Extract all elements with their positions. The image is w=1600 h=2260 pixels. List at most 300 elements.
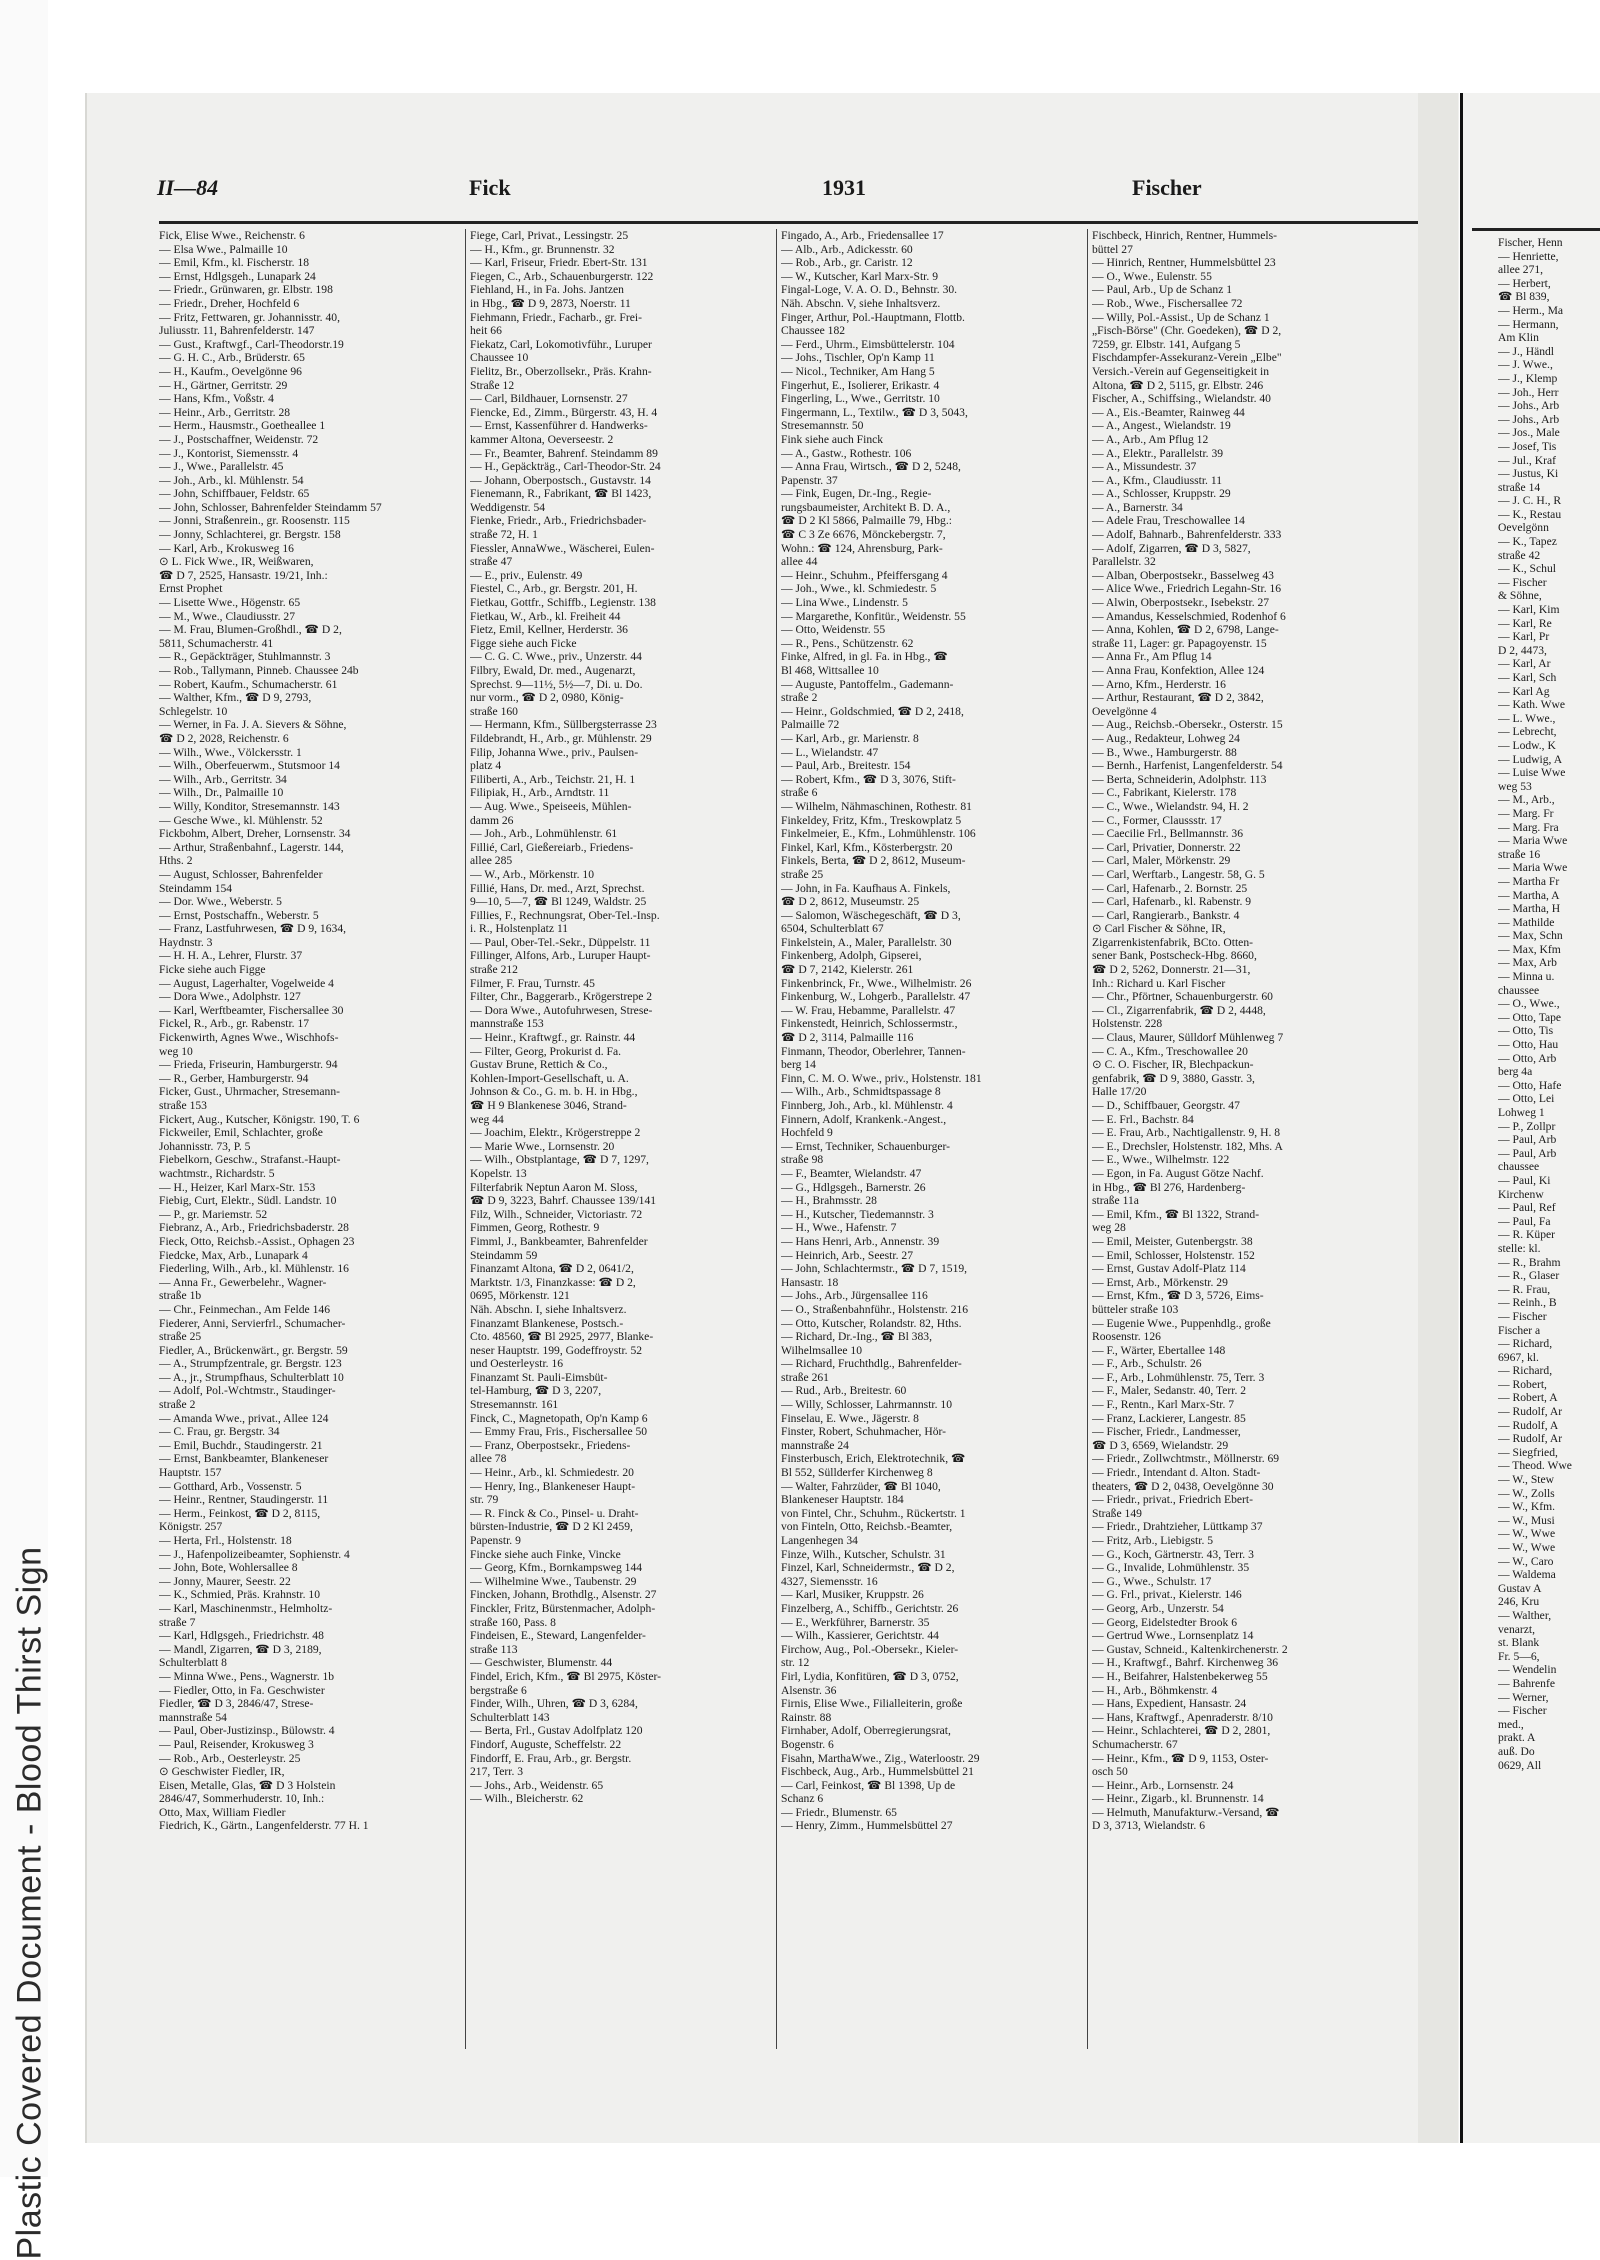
directory-entry: Fietkau, W., Arb., kl. Freiheit 44 [470, 609, 621, 623]
directory-entry: — F., Arb., Lohmühlenstr. 75, Terr. 3 [1092, 1370, 1265, 1384]
directory-entry: — Friedr., Drahtzieher, Lüttkamp 37 [1092, 1520, 1263, 1534]
directory-entry: heit 66 [470, 324, 502, 338]
directory-entry: — Wilh., Kassierer, Gerichtstr. 44 [781, 1629, 939, 1643]
directory-entry: Bl 468, Wittsallee 10 [781, 664, 879, 677]
directory-entry: — Friedr., Intendant d. Alton. Stadt- [1092, 1466, 1261, 1480]
directory-entry: — Adele Frau, Treschowallee 14 [1092, 514, 1245, 528]
directory-entry: — F., Maler, Sedanstr. 40, Terr. 2 [1092, 1384, 1247, 1398]
directory-entry: — O., Wwe., Eulenstr. 55 [1092, 269, 1212, 283]
directory-entry: Finn, C. M. O. Wwe., priv., Holstenstr. 181 [781, 1071, 982, 1085]
page-header [157, 175, 1442, 211]
directory-entry: kammer Altona, Oeverseestr. 2 [470, 432, 614, 446]
directory-entry: — Carl, Privatier, Donnerstr. 22 [1092, 840, 1241, 854]
directory-entry: — Robert, Kfm., ☎ D 3, 3076, Stift- [781, 772, 956, 786]
directory-entry: allee 44 [781, 555, 818, 569]
directory-entry: — G., Wwe., Schulstr. 17 [1092, 1574, 1212, 1588]
directory-entry: Kirchenw [1498, 1187, 1544, 1201]
directory-entry: — Friedr., Blumenstr. 65 [781, 1805, 897, 1819]
directory-entry: — Friedr., Grünwaren, gr. Elbstr. 198 [159, 283, 333, 297]
directory-entry: Fillié, Carl, Gießereiarb., Friedens- [470, 840, 634, 854]
directory-entry: Am Klin [1498, 331, 1539, 345]
directory-entry: Fickel, R., Arb., gr. Rabenstr. 17 [159, 1017, 310, 1031]
directory-entry: — H., Kaufm., Oevelgönne 96 [159, 364, 302, 378]
directory-entry: Langenhegen 34 [781, 1534, 858, 1547]
directory-entry: Kohlen-Import-Gesellschaft, u. A. [470, 1071, 629, 1085]
directory-entry: — W., Kutscher, Karl Marx-Str. 9 [781, 269, 938, 283]
directory-entry: — A., Arb., Am Pflug 12 [1092, 432, 1209, 446]
directory-entry: Cto. 48560, ☎ Bl 2925, 2977, Blanke- [470, 1330, 654, 1344]
directory-entry: — H., Wwe., Hafenstr. 7 [781, 1221, 897, 1235]
directory-entry: Fienke, Friedr., Arb., Friedrichsbader- [470, 514, 647, 528]
directory-entry: — G., Invalide, Lohmühlenstr. 35 [1092, 1561, 1250, 1575]
directory-entry: — Richard, [1498, 1364, 1553, 1378]
directory-entry: Fiedler, ☎ D 3, 2846/47, Strese- [159, 1697, 314, 1711]
directory-entry: — Chr., Pförtner, Schauenburgerstr. 60 [1092, 990, 1273, 1004]
directory-entry: Finanzamt Blankenese, Postsch.- [470, 1316, 624, 1330]
directory-entry: — Rob., Wwe., Fischersallee 72 [1092, 296, 1243, 310]
directory-entry: Figge siehe auch Ficke [470, 636, 577, 650]
directory-entry: straße 72, H. 1 [470, 528, 538, 542]
directory-entry: — F., Rentn., Karl Marx-Str. 7 [1092, 1398, 1235, 1412]
directory-entry: theaters, ☎ D 2, 0438, Oevelgönne 30 [1092, 1479, 1274, 1493]
directory-entry: bergstraße 6 [470, 1683, 527, 1697]
directory-entry: Fietkau, Gottfr., Schiffb., Legienstr. 138 [470, 596, 656, 610]
directory-entry: 9—10, 5—7, ☎ Bl 1249, Waldstr. 25 [470, 895, 647, 909]
directory-entry: — Kath. Wwe [1498, 698, 1566, 712]
adjacent-page-column [1498, 236, 1600, 2036]
directory-entry: Finanzamt Altona, ☎ D 2, 0641/2, [470, 1262, 634, 1276]
directory-entry: — W., Kfm. [1498, 1500, 1556, 1514]
directory-entry: & Söhne, [1498, 589, 1542, 603]
directory-entry: Weddigenstr. 54 [470, 500, 546, 514]
directory-entry: — Johs., Arb [1498, 399, 1560, 413]
directory-entry: — Carl, Werftarb., Langestr. 58, G. 5 [1092, 867, 1265, 881]
directory-entry: Fischdampfer-Assekuranz-Verein „Elbe" [1092, 351, 1282, 365]
directory-entry: Finzel, Karl, Schneidermstr., ☎ D 2, [781, 1561, 955, 1575]
directory-entry: — Jul., Kraf [1498, 453, 1556, 467]
directory-entry: Fielitz, Br., Oberzollsekr., Präs. Krahn- [470, 364, 652, 378]
directory-entry: — E., priv., Eulenstr. 49 [470, 568, 583, 582]
directory-entry: — Gust., Kraftwgf., Carl-Theodorstr.19 [159, 337, 344, 351]
directory-entry: — H., Kutscher, Tiedemannstr. 3 [781, 1207, 934, 1221]
directory-entry: — Hans, Kraftwgf., Apenraderstr. 8/10 [1092, 1710, 1273, 1724]
directory-entry: — Filter, Georg, Prokurist d. Fa. [470, 1044, 622, 1058]
directory-entry: — Aug., Reichsb.-Obersekr., Osterstr. 15 [1092, 718, 1283, 732]
directory-entry: — J., Wwe., Parallelstr. 45 [159, 460, 284, 474]
header-year: 1931 [822, 175, 866, 200]
directory-entry: — Willy, Schlosser, Lahrmannstr. 10 [781, 1398, 953, 1412]
directory-entry: — Emil, Meister, Gutenbergstr. 38 [1092, 1234, 1253, 1248]
directory-entry: Steindamm 154 [159, 881, 233, 895]
directory-entry: Fimmen, Georg, Rothestr. 9 [470, 1221, 600, 1235]
directory-entry: — Dor. Wwe., Weberstr. 5 [159, 895, 282, 909]
directory-entry: — Adolf, Pol.-Wchtmstr., Staudinger- [159, 1384, 336, 1398]
directory-entry: straße 2 [781, 691, 818, 705]
directory-entry: — E., Wwe., Wilhelmstr. 122 [1092, 1153, 1230, 1167]
directory-entry: Fiehland, H., in Fa. Johs. Jantzen [470, 283, 624, 297]
directory-entry: Chaussee 182 [781, 324, 846, 338]
directory-entry: — Friedr., Zollwchtmstr., Möllnerstr. 69 [1092, 1452, 1280, 1466]
directory-entry: — Ferd., Uhrm., Eimsbüttelerstr. 104 [781, 337, 955, 351]
directory-entry: damm 26 [470, 813, 514, 827]
directory-entry: Schanz 6 [781, 1792, 824, 1806]
directory-entry: — F., Wärter, Ebertallee 148 [1092, 1343, 1226, 1357]
directory-entry: bütteler straße 103 [1092, 1302, 1179, 1316]
directory-entry: — Ernst, Bankbeamter, Blankeneser [159, 1452, 329, 1466]
directory-entry: ⊙ L. Fick Wwe., IR, Weißwaren, [159, 555, 314, 569]
directory-entry: — Paul, Fa [1498, 1214, 1551, 1228]
directory-entry: — Wilh., Bleicherstr. 62 [470, 1792, 584, 1806]
directory-entry: — Maria Wwe [1498, 861, 1568, 875]
directory-entry: — A., Missundestr. 37 [1092, 460, 1197, 474]
directory-entry: — Fischer [1498, 1309, 1547, 1323]
directory-entry: Parallelstr. 32 [1092, 555, 1156, 569]
directory-entry: Versich.-Verein auf Gegenseitigkeit in [1092, 364, 1270, 378]
directory-entry: — Alban, Oberpostsekr., Basselweg 43 [1092, 568, 1274, 582]
directory-entry: — Johann, Oberpostsch., Gustavstr. 14 [470, 473, 651, 487]
directory-entry: — E. Frl., Bachstr. 84 [1092, 1112, 1194, 1126]
directory-entry: — Anna Fr., Am Pflug 14 [1092, 650, 1212, 664]
directory-entry: — Salomon, Wäschegeschäft, ☎ D 3, [781, 908, 961, 922]
directory-entry: — Hans, Kfm., Voßstr. 4 [159, 392, 274, 406]
directory-entry: Lohweg 1 [1498, 1106, 1545, 1119]
directory-entry: Ernst Prophet [159, 582, 223, 596]
directory-entry: — Werner, in Fa. J. A. Sievers & Söhne, [159, 718, 347, 732]
directory-entry: — Anna Fr., Gewerbelehr., Wagner- [159, 1275, 327, 1289]
directory-entry: — H., Arb., Böhmkenstr. 4 [1092, 1683, 1218, 1697]
directory-entry: Findorf, Auguste, Scheffelstr. 22 [470, 1737, 622, 1751]
directory-entry: — Emmy Frau, Fris., Fischersallee 50 [470, 1425, 648, 1439]
directory-entry: — Minna u. [1498, 970, 1555, 984]
directory-entry: Finkenberg, Adolph, Gipserei, [781, 949, 922, 963]
directory-entry: Filipiak, H., Arb., Arndtstr. 11 [470, 786, 610, 800]
directory-entry: — Herm., Ma [1498, 303, 1564, 317]
directory-entry: straße 98 [781, 1153, 824, 1167]
directory-entry: ☎ D 2, 5262, Donnerstr. 21—31, [1092, 963, 1251, 977]
directory-entry: straße 2 [159, 1398, 196, 1412]
directory-entry: — P., gr. Mariemstr. 52 [159, 1207, 268, 1221]
directory-entry: Fillies, F., Rechnungsrat, Ober-Tel.-Insp. [470, 908, 660, 922]
directory-entry: Gustav Brune, Rettich & Co., [470, 1058, 608, 1072]
directory-entry: — Heinr., Rentner, Staudingerstr. 11 [159, 1493, 329, 1507]
scan-margin [0, 0, 49, 2260]
directory-entry: — Paul, Ober-Tel.-Sekr., Düppelstr. 11 [470, 935, 651, 949]
directory-entry: — A., Barnerstr. 34 [1092, 500, 1183, 514]
directory-entry: — John, Schlachtermstr., ☎ D 7, 1519, [781, 1262, 968, 1276]
directory-entry: — August, Lagerhalter, Vogelweide 4 [159, 976, 334, 990]
directory-entry: 5811, Schumacherstr. 41 [159, 636, 274, 650]
directory-entry: Finselau, E. Wwe., Jägerstr. 8 [781, 1411, 919, 1425]
directory-page [85, 93, 1459, 2143]
directory-entry: — Wilh., Dr., Palmaille 10 [159, 786, 284, 800]
directory-column-2 [470, 229, 772, 2049]
directory-entry: 246, Kru [1498, 1595, 1540, 1609]
directory-entry: Schulterblatt 143 [470, 1710, 550, 1724]
directory-entry: Fingado, A., Arb., Friedensallee 17 [781, 229, 944, 242]
directory-entry: — Franz, Oberpostsekr., Friedens- [470, 1438, 631, 1452]
directory-entry: — Paul, Arb [1498, 1133, 1557, 1147]
directory-entry: Fillinger, Alfons, Arb., Luruper Haupt- [470, 949, 651, 963]
directory-entry: — Johs., Arb [1498, 412, 1560, 426]
directory-entry: — Arno, Kfm., Herderstr. 16 [1092, 677, 1226, 691]
directory-entry: Holstenstr. 228 [1092, 1017, 1163, 1031]
directory-entry: — Josef, Tis [1498, 439, 1557, 453]
directory-entry: Findorff, E. Frau, Arb., gr. Bergstr. [470, 1751, 632, 1765]
directory-entry: — Fink, Eugen, Dr.-Ing., Regie- [781, 487, 932, 501]
directory-entry: — Jos., Male [1498, 426, 1560, 440]
directory-entry: — H., Heizer, Karl Marx-Str. 153 [159, 1180, 316, 1194]
directory-entry: 217, Terr. 3 [470, 1765, 524, 1779]
directory-entry: — Nicol., Techniker, Am Hang 5 [781, 364, 935, 378]
directory-entry: Hths. 2 [159, 854, 193, 868]
directory-entry: — Friedr., Dreher, Hochfeld 6 [159, 296, 300, 310]
directory-entry: — J., Hafenpolizeibeamter, Sophienstr. 4 [159, 1547, 350, 1561]
directory-column-3 [781, 229, 1083, 2049]
directory-entry: Stresemannstr. 50 [781, 419, 864, 433]
directory-entry: — H., Kraftwgf., Bahrf. Kirchenweg 36 [1092, 1656, 1279, 1670]
directory-entry: Fiedrich, K., Gärtn., Langenfelderstr. 77 H. 1 [159, 1819, 369, 1833]
directory-entry: — Carl, Hafenarb., 2. Bornstr. 25 [1092, 881, 1248, 895]
directory-entry: — Heinr., Kfm., ☎ D 9, 1153, Oster- [1092, 1751, 1269, 1765]
directory-entry: ⊙ Geschwister Fiedler, IR, [159, 1765, 285, 1779]
directory-entry: Finkeldey, Fritz, Kfm., Treskowplatz 5 [781, 813, 962, 827]
directory-entry: — Willy, Konditor, Stresemannstr. 143 [159, 799, 340, 813]
directory-entry: Fingal-Loge, V. A. O. D., Behnstr. 30. [781, 283, 958, 297]
directory-entry: Stresemannstr. 161 [470, 1398, 559, 1412]
directory-entry: Fickweiler, Emil, Schlachter, große [159, 1126, 323, 1140]
directory-entry: — Wilh., Oberfeuerwm., Stutsmoor 14 [159, 759, 340, 773]
directory-entry: — R., Gerber, Hamburgerstr. 94 [159, 1071, 309, 1085]
directory-entry: genfabrik, ☎ D 9, 3880, Gasstr. 3, [1092, 1071, 1255, 1085]
directory-entry: — Hans Henri, Arb., Annenstr. 39 [781, 1234, 940, 1248]
directory-entry: Firl, Lydia, Konfitüren, ☎ D 3, 0752, [781, 1669, 959, 1683]
directory-entry: — C., Fabrikant, Kielerstr. 178 [1092, 786, 1237, 800]
header-left-keyword: Fick [469, 175, 511, 200]
directory-entry: — Carl, Hafenarb., kl. Rabenstr. 9 [1092, 895, 1252, 909]
directory-entry: — F., Arb., Schulstr. 26 [1092, 1357, 1202, 1371]
directory-entry: — Herta, Frl., Holstenstr. 18 [159, 1534, 292, 1547]
directory-entry: — Max, Schn [1498, 929, 1563, 943]
directory-entry: Filmer, F. Frau, Turnstr. 45 [470, 976, 595, 990]
directory-entry: 0695, Mörkenstr. 121 [470, 1289, 570, 1303]
directory-entry: — M. Frau, Blumen-Großhdl., ☎ D 2, [159, 623, 342, 637]
directory-entry: Zigarrenkistenfabrik, BCto. Otten- [1092, 935, 1253, 949]
directory-entry: — Alwin, Oberpostsekr., Isebekstr. 27 [1092, 596, 1270, 610]
directory-entry: — J. C. H., R [1498, 494, 1562, 508]
directory-entry: — Heinr., Kraftwgf., gr. Rainstr. 44 [470, 1031, 636, 1045]
directory-entry: — Karl, Kim [1498, 603, 1560, 617]
directory-entry: — Paul, Arb., Up de Schanz 1 [1092, 283, 1233, 297]
directory-entry: — Egon, in Fa. August Götze Nachf. [1092, 1166, 1264, 1180]
directory-entry: straße 160 [470, 704, 518, 718]
directory-entry: — Elsa Wwe., Palmaille 10 [159, 242, 288, 256]
directory-entry: — Arthur, Straßenbahnf., Lagerstr. 144, [159, 840, 344, 854]
directory-entry: Fiebelkorn, Geschw., Strafanst.-Haupt- [159, 1153, 341, 1167]
directory-entry: 4327, Siemensstr. 16 [781, 1574, 878, 1588]
directory-entry: Inh.: Richard u. Karl Fischer [1092, 976, 1226, 990]
directory-entry: — Siegfried, [1498, 1445, 1558, 1459]
directory-entry: allee 78 [470, 1452, 507, 1466]
directory-entry: — Johs., Arb., Weidenstr. 65 [470, 1778, 604, 1792]
directory-entry: — Heinr., Arb., kl. Schmiedestr. 20 [470, 1466, 634, 1480]
directory-entry: — Rob., Arb., gr. Caristr. 12 [781, 256, 913, 270]
directory-entry: — Wilh., Arb., Gerritstr. 34 [159, 772, 287, 786]
directory-entry: Fiedcke, Max, Arb., Lunapark 4 [159, 1248, 308, 1262]
directory-entry: Fingerling, L., Wwe., Gerritstr. 10 [781, 392, 940, 406]
directory-entry: Finkenbrinck, Fr., Wwe., Wilhelmistr. 26 [781, 976, 972, 990]
directory-entry: — Karl, Ar [1498, 657, 1551, 671]
directory-entry: straße 11a [1092, 1194, 1139, 1208]
directory-entry: nur vorm., ☎ D 2, 0980, König- [470, 691, 624, 705]
directory-entry: — Karl, Pr [1498, 630, 1550, 644]
directory-entry: von Finteln, Otto, Reichsb.-Beamter, [781, 1520, 953, 1534]
directory-entry: — Hermann, Kfm., Süllbergsterrasse 23 [470, 718, 657, 732]
directory-entry: mannstraße 24 [781, 1438, 849, 1452]
directory-entry: — Anna Frau, Wirtsch., ☎ D 2, 5248, [781, 460, 961, 474]
directory-entry: — Cl., Zigarrenfabrik, ☎ D 2, 4448, [1092, 1003, 1266, 1017]
directory-entry: — Carl, Rangierarb., Bankstr. 4 [1092, 908, 1240, 922]
directory-entry: — Dora Wwe., Adolphstr. 127 [159, 990, 301, 1004]
directory-entry: — G., Koch, Gärtnerstr. 43, Terr. 3 [1092, 1547, 1254, 1561]
directory-entry: allee 271, [1498, 263, 1544, 277]
directory-entry: Filip, Johanna Wwe., priv., Paulsen- [470, 745, 639, 759]
directory-entry: ☎ C 3 Ze 6676, Mönckebergstr. 7, [781, 528, 946, 542]
directory-entry: — John, Schiffbauer, Feldstr. 65 [159, 487, 310, 501]
directory-entry: — Marg. Fra [1498, 820, 1559, 834]
directory-entry: Marktstr. 1/3, Finanzkasse: ☎ D 2, [470, 1275, 636, 1289]
header-rule [159, 221, 1444, 224]
directory-entry: — Rob., Tallymann, Pinneb. Chaussee 24b [159, 664, 359, 677]
directory-entry: — Wilhelm, Nähmaschinen, Rothestr. 81 [781, 799, 972, 813]
directory-entry: bürsten-Industrie, ☎ D 2 Kl 2459, [470, 1520, 633, 1534]
directory-entry: — D., Schiffbauer, Georgstr. 47 [1092, 1099, 1240, 1112]
directory-entry: Fiedler, A., Brückenwärt., gr. Bergstr. 59 [159, 1343, 348, 1357]
directory-entry: — Otto, Tis [1498, 1024, 1554, 1038]
directory-entry: straße 11, Lager: gr. Papagoyenstr. 15 [1092, 636, 1267, 650]
directory-entry: allee 285 [470, 854, 513, 868]
directory-entry: i. R., Holstenplatz 11 [470, 922, 569, 936]
directory-entry: — Martha, A [1498, 888, 1560, 902]
directory-entry: — John, Schlosser, Bahrenfelder Steindamm 57 [159, 500, 382, 514]
directory-entry: Gustav A [1498, 1581, 1542, 1595]
directory-entry: — Georg, Kfm., Bornkampsweg 144 [470, 1561, 643, 1575]
directory-entry: chaussee [1498, 983, 1540, 997]
directory-entry: — Lebrecht, [1498, 725, 1557, 739]
directory-entry: — Maria Wwe [1498, 834, 1568, 848]
directory-entry: Filbry, Ewald, Dr. med., Augenarzt, [470, 664, 636, 677]
directory-entry: — Rudolf, A [1498, 1418, 1559, 1432]
directory-entry: Fiebig, Curt, Elektr., Südl. Landstr. 10 [159, 1194, 337, 1208]
directory-entry: Finger, Arthur, Pol.-Hauptmann, Flottb. [781, 310, 965, 324]
directory-entry: — E. Frau, Arb., Nachtigallenstr. 9, H. 8 [1092, 1126, 1281, 1140]
directory-entry: — W., Arb., Mörkenstr. 10 [470, 867, 594, 881]
directory-entry: — Herm., Hausmstr., Goetheallee 1 [159, 419, 326, 433]
directory-entry: — Gotthard, Arb., Vossenstr. 5 [159, 1479, 302, 1493]
directory-entry: — Waldema [1498, 1568, 1556, 1582]
directory-entry: — Jonny, Maurer, Seestr. 22 [159, 1574, 291, 1588]
directory-entry: Fisahn, MarthaWwe., Zig., Waterloostr. 29 [781, 1751, 980, 1765]
directory-entry: — Paul, Ref [1498, 1201, 1556, 1215]
directory-entry: — Herm., Feinkost, ☎ D 2, 8115, [159, 1506, 321, 1520]
column-divider [1087, 229, 1088, 2049]
directory-entry: Fiehmann, Friedr., Facharb., gr. Frei- [470, 310, 642, 324]
directory-entry: — E., Werkführer, Barnerstr. 35 [781, 1615, 930, 1629]
directory-entry: — R., Gepäckträger, Stuhlmannstr. 3 [159, 650, 331, 664]
directory-entry: — Otto, Arb [1498, 1051, 1557, 1065]
directory-entry: Findel, Erich, Kfm., ☎ Bl 2975, Köster- [470, 1669, 661, 1683]
directory-entry: Firnhaber, Adolf, Oberregierungsrat, [781, 1724, 951, 1738]
directory-entry: Otto, Max, William Fiedler [159, 1805, 286, 1819]
directory-entry: — R., Glaser [1498, 1269, 1560, 1283]
directory-entry: — H. H. A., Lehrer, Flurstr. 37 [159, 949, 303, 963]
directory-entry: — Wendelin [1498, 1663, 1557, 1677]
directory-entry: Fincke siehe auch Finke, Vincke [470, 1547, 621, 1561]
directory-entry: — Amanda Wwe., privat., Allee 124 [159, 1411, 329, 1425]
directory-entry: osch 50 [1092, 1765, 1128, 1779]
directory-entry: Fingermann, L., Textilw., ☎ D 3, 5043, [781, 405, 968, 419]
directory-entry: — Walter, Fahrzüder, ☎ Bl 1040, [781, 1479, 941, 1493]
directory-entry: Fietz, Emil, Kellner, Herderstr. 36 [470, 623, 628, 637]
directory-entry: ☎ D 2, 2028, Reichenstr. 6 [159, 731, 289, 745]
directory-entry: — Gesche Wwe., kl. Mühlenstr. 52 [159, 813, 323, 827]
directory-entry: Fr. 5—6, [1498, 1649, 1540, 1663]
directory-entry: — John, Bote, Wohlersallee 8 [159, 1561, 298, 1575]
directory-entry: — W., Caro [1498, 1554, 1554, 1568]
directory-entry: Fischer a [1498, 1323, 1541, 1337]
directory-entry: str. 79 [470, 1493, 499, 1507]
directory-entry: — Walther, [1498, 1608, 1552, 1622]
directory-entry: — Ernst, Postschaffn., Weberstr. 5 [159, 908, 319, 922]
directory-entry: straße 261 [781, 1370, 829, 1384]
directory-entry: — O., Wwe., [1498, 997, 1560, 1011]
directory-entry: 0629, All [1498, 1758, 1542, 1772]
directory-entry: büttel 27 [1092, 242, 1133, 256]
directory-entry: — K., Schul [1498, 562, 1556, 576]
directory-entry: ⊙ Carl Fischer & Söhne, IR, [1092, 922, 1226, 936]
directory-entry: — Karl, Friseur, Friedr. Ebert-Str. 131 [470, 256, 648, 270]
directory-entry: stelle: kl. [1498, 1241, 1541, 1255]
directory-entry: — R. Frau, [1498, 1282, 1551, 1296]
directory-entry: Finkelmeier, E., Kfm., Lohmühlenstr. 106 [781, 827, 976, 841]
directory-entry: Filter, Chr., Baggerarb., Krögerstrepe 2 [470, 990, 653, 1004]
directory-entry: Finke, Alfred, in gl. Fa. in Hbg., ☎ [781, 650, 948, 664]
directory-entry: — Paul, Ober-Justizinsp., Bülowstr. 4 [159, 1724, 335, 1738]
directory-entry: — Joh., Arb., kl. Mühlenstr. 54 [159, 473, 304, 487]
directory-entry: Schlegelstr. 10 [159, 704, 228, 718]
directory-entry: straße 16 [1498, 847, 1541, 861]
directory-entry: — Joachim, Elektr., Krögerstreppe 2 [470, 1126, 641, 1140]
directory-entry: — L. Wwe., [1498, 711, 1556, 725]
directory-entry: Findeisen, E., Steward, Langenfelder- [470, 1629, 646, 1643]
directory-entry: — W., Wwe [1498, 1527, 1556, 1541]
directory-entry: — Georg, Arb., Unzerstr. 54 [1092, 1601, 1224, 1615]
directory-entry: — Carl, Maler, Mörkenstr. 29 [1092, 854, 1231, 868]
directory-entry: — Georg, Eidelstedter Brook 6 [1092, 1615, 1238, 1629]
directory-entry: — Dora Wwe., Autofuhrwesen, Strese- [470, 1003, 653, 1017]
directory-entry: Wilhelmsallee 10 [781, 1343, 862, 1357]
directory-entry: — Herbert, [1498, 276, 1551, 290]
directory-entry: Fincken, Johann, Brothdlg., Alsenstr. 27 [470, 1588, 657, 1602]
directory-entry: Fingerhut, E., Isolierer, Erikastr. 4 [781, 378, 940, 392]
directory-entry: straße 1b [159, 1289, 202, 1303]
directory-entry: Fickert, Aug., Kutscher, Königstr. 190, T. 6 [159, 1112, 360, 1126]
directory-entry: — Willy, Pol.-Assist., Up de Schanz 1 [1092, 310, 1270, 324]
directory-entry: — Franz, Lastfuhrwesen, ☎ D 9, 1634, [159, 922, 347, 936]
directory-entry: Oevelgönne 4 [1092, 704, 1157, 718]
directory-entry: — Theod. Wwe [1498, 1459, 1572, 1473]
directory-entry: — Emil, Buchdr., Staudingerstr. 21 [159, 1438, 323, 1452]
directory-entry: Straße 149 [1092, 1506, 1142, 1520]
